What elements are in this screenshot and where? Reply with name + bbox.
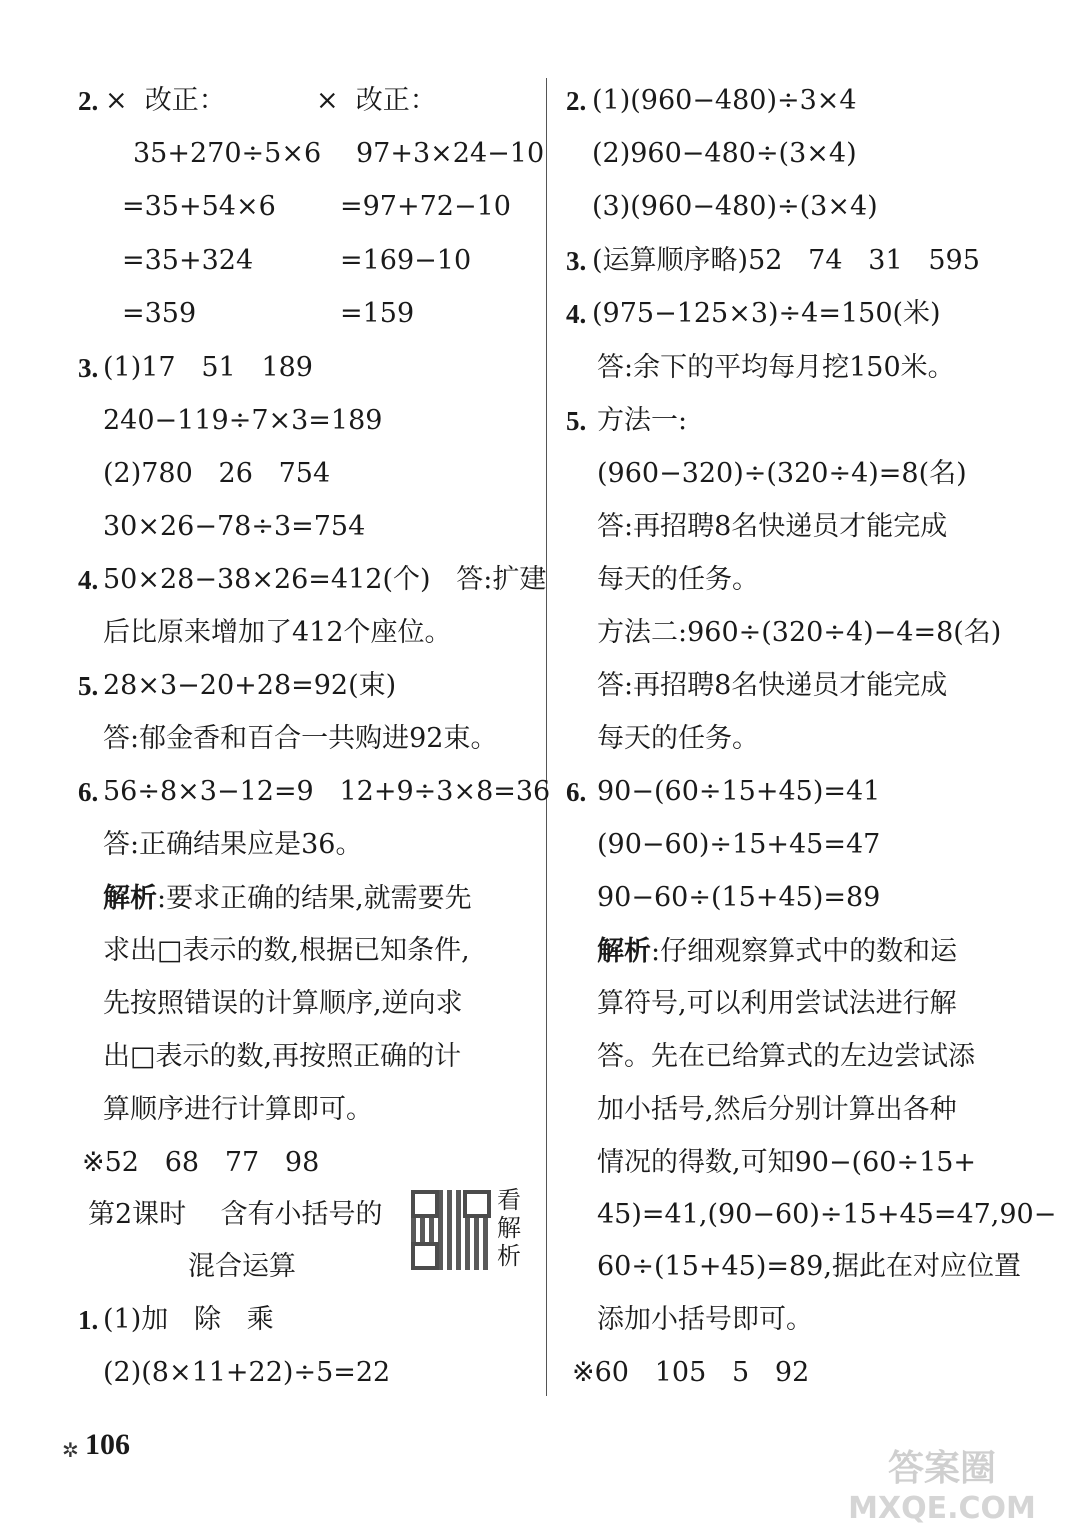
q6-line1: 56÷8×3−12=9 12+9÷3×8=36	[103, 776, 551, 807]
qr-caption: 看 解 析	[497, 1186, 521, 1270]
r2-number: 2.	[566, 86, 587, 116]
column-divider	[546, 78, 547, 1396]
calc-right-line2: =97+72−10	[340, 191, 511, 222]
q6-number: 6.	[78, 777, 99, 807]
r5-number: 5.	[566, 406, 587, 436]
watermark-logo	[827, 1440, 1057, 1530]
q2-correction-left: × 改正：	[105, 85, 226, 116]
r6-analysis-line2: 算符号,可以利用尝试法进行解	[597, 988, 957, 1019]
q5-number: 5.	[78, 671, 99, 701]
calc-right-line3: =169−10	[340, 245, 472, 276]
lesson-title-line2: 混合运算	[188, 1251, 296, 1282]
r3-number: 3.	[566, 246, 587, 276]
q3-number: 3.	[78, 353, 99, 383]
r4-answer: 答:余下的平均每月挖150米。	[597, 352, 955, 383]
r6-analysis-line8: 添加小括号即可。	[597, 1304, 813, 1335]
q2-number: 2.	[78, 86, 99, 116]
qr-code-icon[interactable]	[411, 1190, 491, 1270]
r2-line1: (1)(960−480)÷3×4	[592, 85, 857, 116]
r3-line1: (运算顺序略)52 74 31 595	[592, 245, 980, 276]
r6-analysis-line6: 45)=41,(90−60)÷15+45=47,90−	[597, 1199, 1057, 1230]
analysis-keyword: 解析	[597, 936, 651, 966]
q3-part2: (2)780 26 754	[103, 458, 331, 489]
decorative-star-icon: ✲	[62, 1438, 79, 1462]
r6-line1: 90−(60÷15+45)=41	[597, 776, 881, 807]
calc-right-line4: =159	[340, 298, 415, 329]
l1-part1: (1)加 除 乘	[103, 1304, 274, 1335]
svg-text:答案圈: 答案圈	[887, 1448, 997, 1489]
r5-method2: 方法二:960÷(320÷4)−4=8(名)	[597, 617, 1002, 648]
q6-analysis-line1	[103, 881, 472, 916]
r6-number: 6.	[566, 777, 587, 807]
r5-answer2-line1: 答:再招聘8名快递员才能完成	[597, 670, 948, 701]
q6-analysis-line4: 出□表示的数,再按照正确的计	[103, 1041, 462, 1072]
r6-analysis-line1	[597, 934, 957, 969]
r6-analysis-line5: 情况的得数,可知90−(60÷15+	[597, 1147, 977, 1178]
r5-method1-expr: (960−320)÷(320÷4)=8(名)	[597, 458, 967, 489]
r4-number: 4.	[566, 299, 587, 329]
page-number: 106	[85, 1428, 130, 1461]
r5-answer1-line2: 每天的任务。	[597, 564, 759, 595]
r5-answer1-line1: 答:再招聘8名快递员才能完成	[597, 511, 948, 542]
calc-left-line1: 35+270÷5×6	[133, 138, 322, 169]
r6-analysis-line7: 60÷(15+45)=89,据此在对应位置	[597, 1251, 1021, 1282]
q5-line1: 28×3−20+28=92(束)	[103, 670, 397, 701]
q6-analysis-line5: 算顺序进行计算即可。	[103, 1094, 373, 1125]
r4-line1: (975−125×3)÷4=150(米)	[592, 298, 941, 329]
analysis-keyword: 解析	[103, 883, 157, 913]
r5-method1: 方法一:	[597, 405, 688, 436]
q3-part1: (1)17 51 189	[103, 352, 313, 383]
bonus-answers-left: ※52 68 77 98	[82, 1147, 320, 1178]
r2-line2: (2)960−480÷(3×4)	[592, 138, 857, 169]
q4-number: 4.	[78, 565, 99, 595]
q3-part2-expr: 30×26−78÷3=754	[103, 511, 366, 542]
q2-correction-right: × 改正：	[316, 85, 437, 116]
l1-number: 1.	[78, 1305, 99, 1335]
q5-answer: 答:郁金香和百合一共购进92束。	[103, 723, 498, 754]
analysis-text: :仔细观察算式中的数和运	[651, 936, 958, 967]
calc-left-line2: =35+54×6	[122, 191, 276, 222]
lesson-title-line1: 第2课时 含有小括号的	[88, 1199, 383, 1230]
q6-analysis-line2: 求出□表示的数,根据已知条件,	[103, 935, 470, 966]
l1-part2: (2)(8×11+22)÷5=22	[103, 1357, 391, 1388]
analysis-text: :要求正确的结果,就需要先	[157, 883, 472, 914]
r5-answer2-line2: 每天的任务。	[597, 723, 759, 754]
q4-line2: 后比原来增加了412个座位。	[103, 617, 452, 648]
q3-part1-expr: 240−119÷7×3=189	[103, 405, 383, 436]
r6-analysis-line3: 答。先在已给算式的左边尝试添	[597, 1041, 975, 1072]
r6-line2: (90−60)÷15+45=47	[597, 829, 881, 860]
r6-analysis-line4: 加小括号,然后分别计算出各种	[597, 1094, 957, 1125]
calc-right-line1: 97+3×24−10	[356, 138, 545, 169]
calc-left-line4: =359	[122, 298, 197, 329]
q4-line1: 50×28−38×26=412(个) 答:扩建	[103, 564, 547, 595]
r2-line3: (3)(960−480)÷(3×4)	[592, 191, 878, 222]
q6-answer: 答:正确结果应是36。	[103, 829, 363, 860]
r6-line3: 90−60÷(15+45)=89	[597, 882, 881, 913]
q6-analysis-line3: 先按照错误的计算顺序,逆向求	[103, 988, 463, 1019]
bonus-answers-right: ※60 105 5 92	[572, 1357, 810, 1388]
calc-left-line3: =35+324	[122, 245, 254, 276]
svg-text:MXQE.COM: MXQE.COM	[848, 1491, 1036, 1526]
